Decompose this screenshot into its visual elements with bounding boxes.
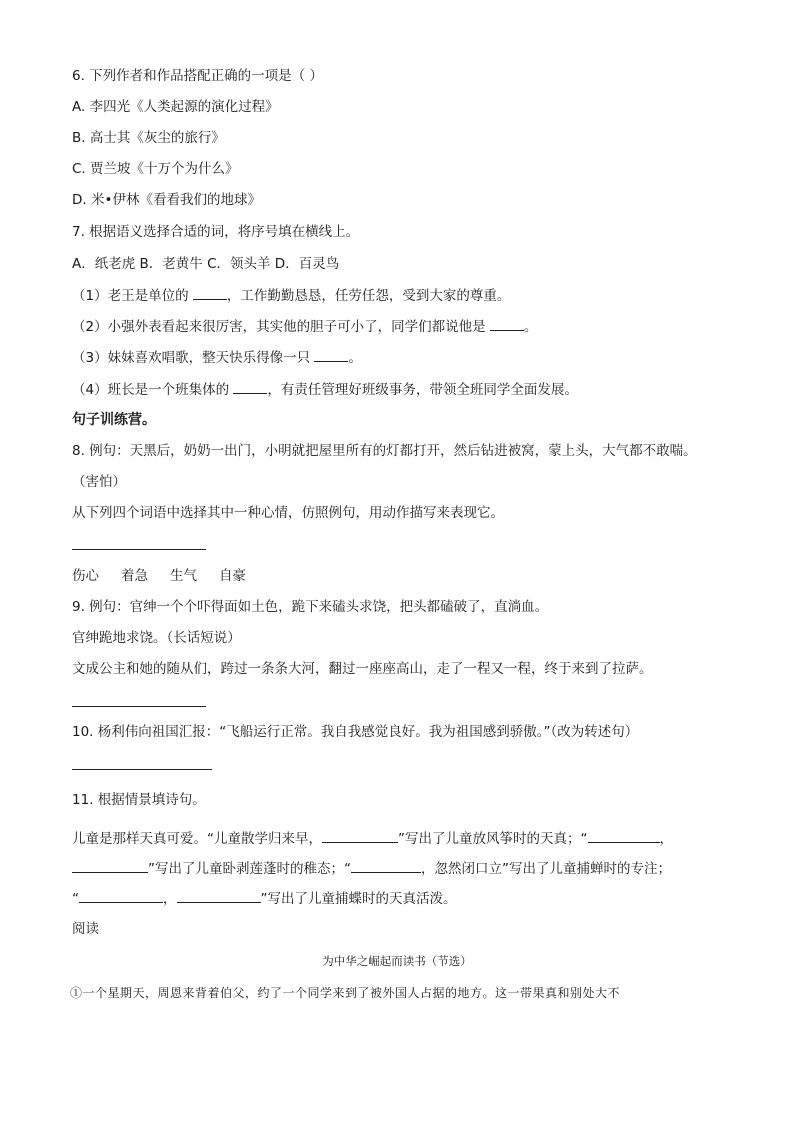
q8-example: 8. 例句：天黑后，奶奶一出门，小明就把屋里所有的灯都打开，然后钻进被窝，蒙上头，大气都不敢喘。 — [72, 443, 697, 459]
q9-task: 文成公主和她的随从们，跨过一条条大河，翻过一座座高山，走了一程又一程，终于来到了拉萨。 — [72, 661, 653, 677]
answer-blank[interactable] — [79, 888, 163, 903]
q8-example-note: （害怕） — [72, 474, 126, 490]
q11-line-2 — [72, 858, 671, 879]
q7-item-2-pre: （2）小强外表看起来很厉害，其实他的胆子可小了，同学们都说他是 — [72, 319, 490, 335]
q11-text: “ — [72, 891, 79, 907]
q11-line-3 — [72, 888, 457, 909]
q9-example: 9. 例句：官绅一个个吓得面如土色，跪下来磕头求饶，把头都磕破了，直淌血。 — [72, 599, 549, 615]
q8-word: 着急 — [121, 568, 148, 584]
q6-option-d: D. 米•伊林《看看我们的地球》 — [72, 192, 261, 208]
q7-item-1 — [72, 285, 510, 306]
q7-stem: 7. 根据语义选择合适的词，将序号填在横线上。 — [72, 224, 360, 240]
answer-line[interactable] — [72, 706, 206, 707]
q8-word: 伤心 — [72, 568, 99, 584]
answer-blank[interactable] — [351, 858, 421, 873]
answer-blank[interactable] — [490, 316, 524, 331]
q8-instruction: 从下列四个词语中选择其中一种心情，仿照例句，用动作描写来表现它。 — [72, 505, 504, 521]
q6-option-a: A. 李四光《人类起源的演化过程》 — [72, 99, 279, 115]
q7-item-1-pre: （1）老王是单位的 — [72, 288, 193, 304]
q11-text: ”写出了儿童捕蝶时的天真活泼。 — [260, 891, 457, 907]
reading-title: 为中华之崛起而读书（节选） — [322, 954, 472, 968]
q11-text: 儿童是那样天真可爱。“儿童散学归来早， — [72, 831, 322, 847]
q11-stem: 11. 根据情景填诗句。 — [72, 792, 206, 808]
q11-text: ”写出了儿童卧剥莲蓬时的稚态；“ — [148, 861, 351, 877]
q7-item-1-post: ，工作勤勤恳恳，任劳任怨，受到大家的尊重。 — [226, 288, 511, 304]
reading-label: 阅读 — [72, 921, 99, 937]
q7-item-2 — [72, 316, 537, 337]
q7-item-3-pre: （3）妹妹喜欢唱歌，整天快乐得像一只 — [72, 350, 315, 366]
q11-text: ”写出了儿童放风筝时的天真；“ — [398, 831, 588, 847]
answer-blank[interactable] — [193, 285, 227, 300]
section-title: 句子训练营。 — [72, 412, 156, 428]
answer-blank[interactable] — [314, 347, 348, 362]
q6-stem: 6. 下列作者和作品搭配正确的一项是（ ） — [72, 68, 323, 84]
reading-paragraph-1: ①一个星期天，周恩来背着伯父，约了一个同学来到了被外国人占据的地方。这一带果真和别处大不 — [70, 986, 621, 1000]
q7-item-4 — [72, 379, 578, 400]
q7-item-3 — [72, 347, 362, 368]
q11-line-1 — [72, 828, 673, 849]
answer-line[interactable] — [72, 769, 212, 770]
q7-choices: A．纸老虎 B．老黄牛 C．领头羊 D．百灵鸟 — [72, 256, 340, 272]
q8-word: 自豪 — [219, 568, 246, 584]
q11-text: ， — [163, 891, 177, 907]
answer-blank[interactable] — [588, 828, 660, 843]
q7-item-2-post: 。 — [523, 319, 538, 335]
q7-item-3-post: 。 — [348, 350, 362, 366]
q11-text: ，忽然闭口立”写出了儿童捕蝉时的专注； — [421, 861, 671, 877]
answer-blank[interactable] — [177, 888, 261, 903]
q7-item-4-pre: （4）班长是一个班集体的 — [72, 382, 234, 398]
q6-option-c: C. 贾兰坡《十万个为什么》 — [72, 161, 239, 177]
answer-line[interactable] — [72, 549, 206, 550]
answer-blank[interactable] — [233, 379, 267, 394]
q8-word-list — [72, 566, 246, 586]
q10-text: 10. 杨利伟向祖国汇报：“飞船运行正常。我自我感觉良好。我为祖国感到骄傲。”（改为转述句） — [72, 724, 639, 740]
q9-short: 官绅跪地求饶。（长话短说） — [72, 630, 241, 646]
q8-word: 生气 — [170, 568, 197, 584]
q7-item-4-post: ，有责任管理好班级事务，带领全班同学全面发展。 — [267, 382, 578, 398]
answer-blank[interactable] — [322, 828, 398, 843]
q11-text: ， — [659, 831, 673, 847]
q6-option-b: B. 高士其《灰尘的旅行》 — [72, 130, 225, 146]
answer-blank[interactable] — [72, 858, 148, 873]
